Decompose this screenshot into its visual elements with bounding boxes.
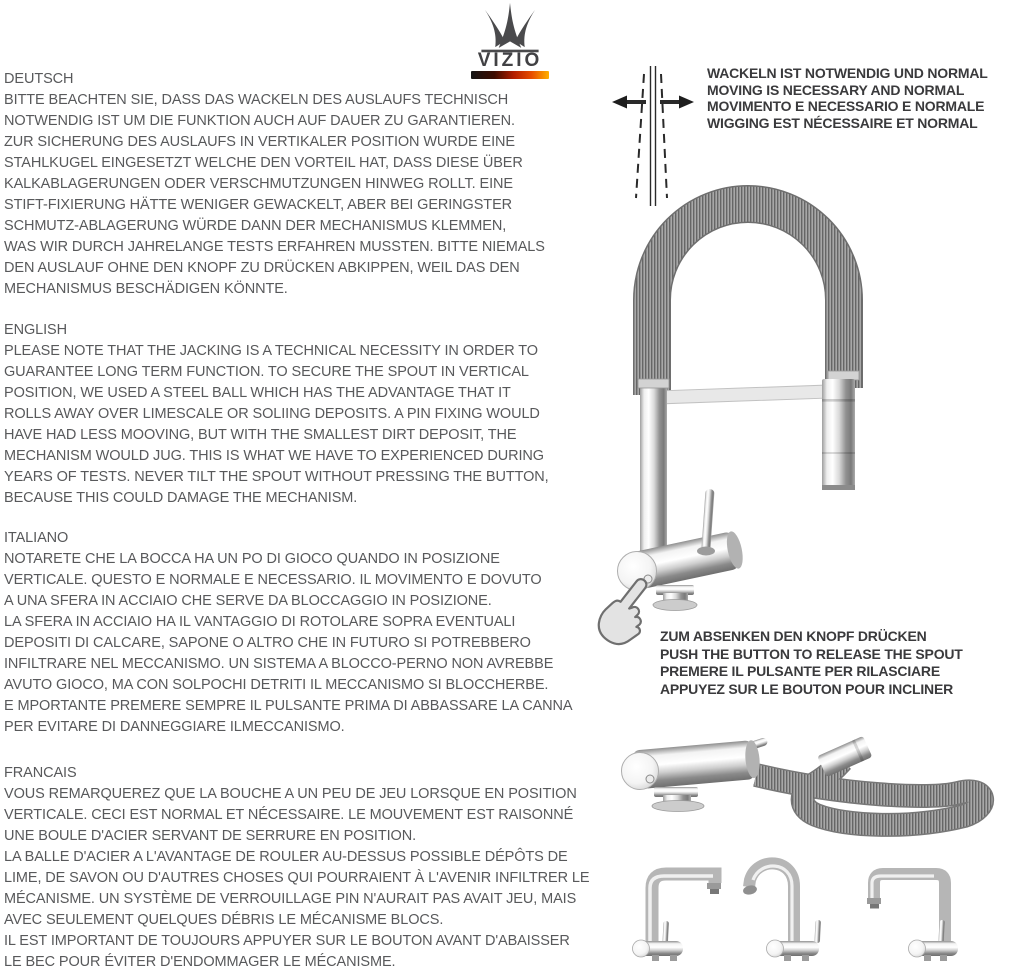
text-line: GUARANTEE LONG TERM FUNCTION. TO SECURE THE SPOUT IN VERTICAL [4, 364, 529, 380]
text-line: WACKELN IST NOTWENDIG UND NORMAL [707, 65, 988, 81]
brand-logo [462, 2, 558, 79]
arrow-right-icon [660, 96, 694, 109]
spring-spout-faucet-folded [622, 736, 983, 825]
section-body [4, 341, 604, 509]
section-heading: DEUTSCH [4, 71, 74, 87]
text-line: LA SFERA IN ACCIAIO HA IL VANTAGGIO DI ROTOLARE SOPRA EVENTUALI [4, 614, 516, 630]
text-line: WIGGING EST NÉCESSAIRE ET NORMAL [707, 114, 978, 131]
text-line: DEN AUSLAUF OHNE DEN KNOPF ZU DRÜCKEN ABKIPPEN, WEIL DAS DEN [4, 260, 520, 276]
text-line: MOVIMENTO E NECESSARIO E NORMALE [707, 98, 985, 114]
section-body [4, 90, 604, 300]
text-line: POSITION, WE USED A STEEL BALL WHICH HAS THE ADVANTAGE THAT IT [4, 385, 511, 401]
text-line: VOUS REMARQUEREZ QUE LA BOUCHE A UN PEU DE JEU LORSQUE EN POSITION [4, 786, 577, 802]
vizio-crown-icon [470, 2, 550, 54]
text-line: STAHLKUGEL EINGESETZT WELCHE DEN VORTEIL HAT, DASS DIESE ÜBER [4, 155, 523, 171]
text-line: DEPOSITI DI CALCARE, SAPONE O ALTRO CHE IN FUTURO SI POTREBBERO [4, 635, 531, 651]
text-line: BITTE BEACHTEN SIE, DASS DAS WACKELN DES AUSLAUFS TECHNISCH [4, 92, 509, 108]
text-line: NOTARETE CHE LA BOCCA HA UN PO DI GIOCO QUANDO IN POSIZIONE [4, 551, 500, 567]
spring-spout-faucet-vertical [618, 204, 860, 611]
text-line: A UNA SFERA IN ACCIAIO CHE SERVE DA BLOCCAGGIO IN POSIZIONE. [4, 593, 492, 609]
section-heading: ENGLISH [4, 322, 67, 338]
section-heading: FRANCAIS [4, 765, 77, 781]
angular-spout-faucet [633, 874, 722, 961]
spout-tube [640, 384, 667, 560]
text-line: PREMERE IL PULSANTE PER RILASCIARE [660, 663, 940, 679]
folded-release-button [622, 753, 659, 790]
text-line: PUSH THE BUTTON TO RELEASE THE SPOUT [660, 645, 963, 662]
text-line: SCHMUTZ-ABLAGERUNG WÜRDE DANN DER MECHANISMUS KLEMMEN, [4, 218, 507, 234]
section-italiano [4, 528, 604, 738]
spout-wiggle-arrows-icon [612, 66, 694, 206]
text-line: YEARS OF TESTS. NEVER TILT THE SPOUT WITHOUT PRESSING THE BUTTON, [4, 469, 549, 485]
text-line: VERTICALE. QUESTO E NORMALE E NECESSARIO. IL MOVIMENTO E DOVUTO [4, 572, 542, 588]
text-line: AVEC SEULEMENT QUELQUES DÉBRIS LE MÉCANISME BLOCS. [4, 912, 444, 928]
text-line: ZUM ABSENKEN DEN KNOPF DRÜCKEN [660, 628, 927, 644]
text-line: ZUR SICHERUNG DES AUSLAUFS IN VERTIKALER POSITION WURDE EINE [4, 134, 515, 150]
text-line: APPUYEZ SUR LE BOUTON POUR INCLINER [660, 680, 953, 697]
text-line: MECHANISM WOULD JUG. THIS IS WHAT WE HAVE TO EXPERIENCED DURING [4, 448, 544, 464]
section-francais [4, 763, 604, 973]
section-body [4, 784, 604, 973]
spout-outlet [653, 585, 697, 611]
section-english [4, 320, 604, 509]
text-line: LE BEC POUR ÉVITER D'ENDOMMAGER LE MÉCANISME. [4, 954, 396, 970]
spout-clip-bar [655, 385, 831, 404]
folded-outlet [652, 787, 704, 812]
section-heading: ITALIANO [4, 530, 69, 546]
section-body [4, 549, 604, 738]
text-line: LA BALLE D'ACIER A L'AVANTAGE DE ROULER AU-DESSUS POSSIBLE DÉPÔTS DE [4, 849, 568, 865]
text-line: IL EST IMPORTANT DE TOUJOURS APPUYER SUR LE BOUTON AVANT D'ABAISSER [4, 933, 570, 949]
text-line: INFILTRARE NEL MECCANISMO. UN SISTEMA A BLOCCO-PERNO NON AVREBBE [4, 656, 554, 672]
text-line: UNE BOULE D'ACIER SERVANT DE SERRURE EN POSITION. [4, 828, 417, 844]
text-line: KALKABLAGERUNGEN ODER VERSCHMUTZUNGEN HINWEG ROLLT. EINE [4, 176, 513, 192]
text-line: MÉCANISME. UN SYSTÈME DE VERROUILLAGE PIN N'AURAIT PAS AVAIT JEU, MAIS [4, 891, 577, 907]
text-line: WAS WIR DURCH JAHRELANGE TESTS ERFAHREN MUSSTEN. BITTE NIEMALS [4, 239, 545, 255]
text-line: AVUTO GIOCO, MA CON SOLPOCHI DETRITI IL MECCANISMO SI BLOCCHERBE. [4, 677, 549, 693]
text-line: ROLLS AWAY OVER LIMESCALE OR SOLIING DEPOSITS. A PIN FIXING WOULD [4, 406, 540, 422]
text-line: PER EVITARE DI DANNEGGIARE ILMECCANISMO. [4, 719, 345, 735]
text-line: NOTWENDIG IST UM DIE FUNKTION AUCH AUF DAUER ZU GARANTIEREN. [4, 113, 515, 129]
text-line: MECHANISMUS BESCHÄDIGEN KÖNNTE. [4, 281, 288, 297]
text-line: LIME, DE SAVON OU D'AUTRES CHOSES QUI POURRAIENT À L'AVENIR INFILTRER LE [4, 870, 590, 886]
text-line: MOVING IS NECESSARY AND NORMAL [707, 81, 965, 98]
text-line: E MPORTANTE PREMERE SEMPRE IL PULSANTE PRIMA DI ABBASSARE LA CANNA [4, 698, 573, 714]
faucet-illustrations [590, 55, 1024, 967]
text-line: VERTICALE. CECI EST NORMAL ET NÉCESSAIRE. LE MOUVEMENT EST RAISONNÉ [4, 807, 574, 823]
spray-head [822, 371, 859, 490]
instructions-column [4, 69, 604, 973]
gooseneck-spout-faucet [742, 863, 821, 961]
text-line: STIFT-FIXIERUNG HÄTTE WENIGER GEWACKELT, ABER BEI GERINGSTER [4, 197, 513, 213]
brand-name: VIZIO [477, 50, 543, 71]
square-spout-faucet [867, 874, 958, 961]
section-deutsch [4, 69, 604, 300]
text-line: PLEASE NOTE THAT THE JACKING IS A TECHNICAL NECESSITY IN ORDER TO [4, 343, 538, 359]
text-line: BECAUSE THIS COULD DAMAGE THE MECHANISM. [4, 490, 358, 506]
text-line: HAVE HAD LESS MOOVING, BUT WITH THE SMALLEST DIRT DEPOSIT, THE [4, 427, 517, 443]
